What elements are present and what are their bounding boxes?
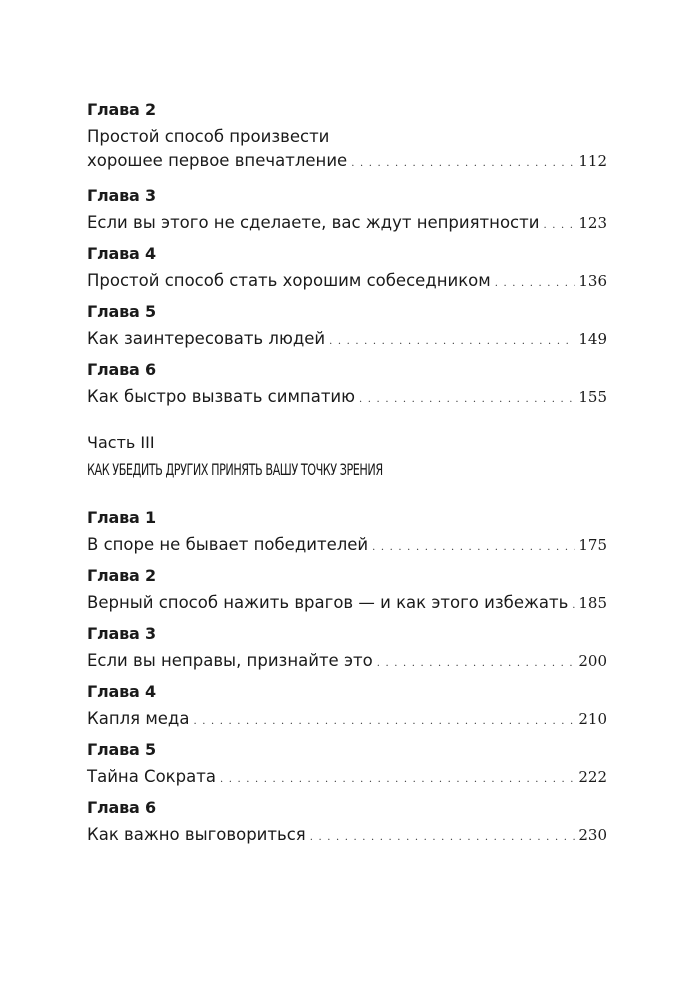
page-number: 123: [578, 214, 607, 232]
page-number: 175: [578, 536, 607, 554]
chapter-title: хорошее первое впечатление: [87, 151, 348, 170]
toc-entry[interactable]: [87, 270, 607, 295]
dot-leader: [310, 827, 576, 849]
page-number: 155: [578, 388, 607, 406]
chapter-label: Глава 1: [87, 508, 156, 527]
page-number: 112: [578, 152, 607, 170]
toc-chapter: [87, 740, 607, 791]
toc-chapter: [87, 360, 607, 411]
dot-leader: [377, 653, 576, 675]
page-number: 230: [578, 826, 607, 844]
chapter-title: Если вы неправы, признайте это: [87, 651, 373, 670]
toc-entry[interactable]: [87, 708, 607, 733]
dot-leader: [359, 389, 575, 411]
toc-chapter: [87, 682, 607, 733]
part-title: КАК УБЕДИТЬ ДРУГИХ ПРИНЯТЬ ВАШУ ТОЧКУ ЗРЕНИЯ: [87, 460, 383, 479]
chapter-label: Глава 5: [87, 740, 156, 759]
dot-leader: [372, 537, 575, 559]
toc-chapter: [87, 186, 607, 237]
chapter-label: Глава 6: [87, 360, 156, 379]
toc-entry[interactable]: [87, 766, 607, 791]
chapter-label: Глава 2: [87, 566, 156, 585]
dot-leader: [329, 331, 575, 353]
toc-entry[interactable]: [87, 150, 607, 175]
chapter-label: Глава 2: [87, 100, 156, 119]
chapter-title: Если вы этого не сделаете, вас ждут неприятности: [87, 213, 540, 232]
toc-chapter: [87, 566, 607, 617]
page-number: 185: [578, 594, 607, 612]
chapter-title: Верный способ нажить врагов — и как этого избежать: [87, 593, 569, 612]
chapter-title: Капля меда: [87, 709, 190, 728]
toc-entry[interactable]: [87, 824, 607, 849]
toc-chapter: [87, 100, 607, 175]
toc-chapter: [87, 508, 607, 559]
toc-chapter: [87, 798, 607, 849]
chapter-title: Тайна Сократа: [87, 767, 216, 786]
page-number: 149: [578, 330, 607, 348]
chapter-label: Глава 3: [87, 624, 156, 643]
chapter-title: Простой способ стать хорошим собеседником: [87, 271, 491, 290]
toc-entry[interactable]: [87, 592, 607, 617]
chapter-title-line: Простой способ произвести: [87, 127, 330, 146]
page-number: 210: [578, 710, 607, 728]
toc-entry[interactable]: [87, 386, 607, 411]
chapter-label: Глава 6: [87, 798, 156, 817]
dot-leader: [495, 273, 576, 295]
part-heading: [87, 433, 607, 481]
dot-leader: [193, 711, 575, 733]
dot-leader: [572, 595, 575, 617]
toc-chapter: [87, 244, 607, 295]
chapter-title: В споре не бывает победителей: [87, 535, 369, 554]
page-number: 200: [578, 652, 607, 670]
dot-leader: [543, 215, 575, 237]
dot-leader: [220, 769, 575, 791]
chapter-title: Как быстро вызвать симпатию: [87, 387, 356, 406]
chapter-label: Глава 3: [87, 186, 156, 205]
toc-chapter: [87, 624, 607, 675]
chapter-label: Глава 4: [87, 682, 156, 701]
chapter-label: Глава 5: [87, 302, 156, 321]
toc-entry[interactable]: [87, 328, 607, 353]
toc-entry[interactable]: [87, 212, 607, 237]
chapter-label: Глава 4: [87, 244, 156, 263]
page-number: 222: [578, 768, 607, 786]
toc-chapter: [87, 302, 607, 353]
dot-leader: [351, 153, 575, 175]
page-number: 136: [578, 272, 607, 290]
toc-entry[interactable]: [87, 650, 607, 675]
chapter-title: Как важно выговориться: [87, 825, 306, 844]
toc-entry[interactable]: [87, 534, 607, 559]
part-label: Часть III: [87, 433, 155, 452]
chapter-title: Как заинтересовать людей: [87, 329, 326, 348]
